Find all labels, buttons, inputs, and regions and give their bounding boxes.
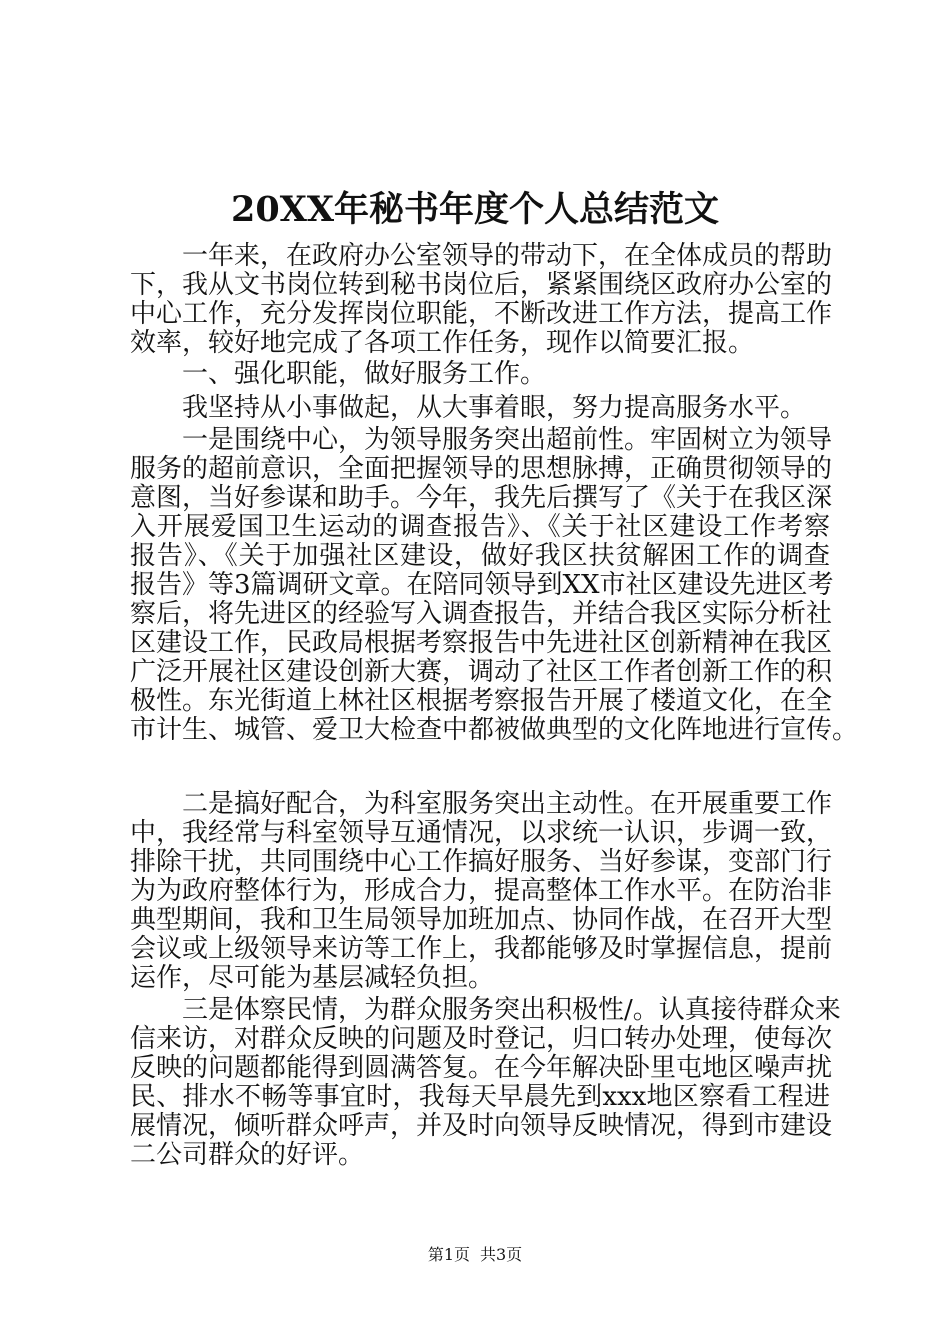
text-line: 意图，当好参谋和助手。今年，我先后撰写了《关于在我区深 bbox=[130, 483, 833, 513]
text-line: 中心工作，充分发挥岗位职能，不断改进工作方法，提高工作 bbox=[130, 299, 833, 329]
text-line: 报告》、《关于加强社区建设，做好我区扶贫解困工作的调查 bbox=[130, 541, 830, 571]
text-line: 服务的超前意识，全面把握领导的思想脉搏，正确贯彻领导的 bbox=[130, 454, 833, 484]
text-line: 极性。东光街道上林社区根据考察报告开展了楼道文化，在全 bbox=[130, 686, 833, 716]
text-line: 民、排水不畅等事宜时，我每天早晨先到xxx地区察看工程进 bbox=[130, 1082, 830, 1112]
text-line: 反映的问题都能得到圆满答复。在今年解决卧里屯地区噪声扰 bbox=[130, 1053, 833, 1083]
document-title: 20XX年秘书年度个人总结范文 bbox=[230, 189, 720, 230]
page-number: 第1页 bbox=[427, 1245, 470, 1264]
text-line: 一是围绕中心，为领导服务突出超前性。牢固树立为领导 bbox=[182, 425, 833, 455]
text-line: 为为政府整体行为，形成合力，提高整体工作水平。在防治非 bbox=[130, 876, 833, 906]
text-line: 中，我经常与科室领导互通情况，以求统一认识，步调一致， bbox=[130, 818, 833, 848]
text-line: 广泛开展社区建设创新大赛，调动了社区工作者创新工作的积 bbox=[130, 657, 833, 687]
page-total: 共3页 bbox=[480, 1245, 523, 1264]
text-line: 报告》等3篇调研文章。在陪同领导到XX市社区建设先进区考 bbox=[130, 570, 834, 600]
text-line: 效率，较好地完成了各项工作任务，现作以简要汇报。 bbox=[130, 328, 755, 358]
text-line: 市计生、城管、爱卫大检查中都被做典型的文化阵地进行宣传。 bbox=[130, 715, 859, 745]
text-line: 下，我从文书岗位转到秘书岗位后，紧紧围绕区政府办公室的 bbox=[130, 270, 833, 300]
text-line: 入开展爱国卫生运动的调查报告》、《关于社区建设工作考察 bbox=[130, 512, 830, 542]
page-footer bbox=[0, 1244, 950, 1266]
text-line: 信来访，对群众反映的问题及时登记，归口转办处理，使每次 bbox=[130, 1024, 833, 1054]
text-line: 二公司群众的好评。 bbox=[130, 1140, 365, 1170]
text-line: 察后，将先进区的经验写入调查报告，并结合我区实际分析社 bbox=[130, 599, 833, 629]
text-line: 我坚持从小事做起，从大事着眼，努力提高服务水平。 bbox=[182, 393, 807, 423]
text-line: 展情况，倾听群众呼声，并及时向领导反映情况，得到市建设 bbox=[130, 1111, 833, 1141]
text-line: 二是搞好配合，为科室服务突出主动性。在开展重要工作 bbox=[182, 789, 833, 819]
text-line: 运作，尽可能为基层减轻负担。 bbox=[130, 963, 495, 993]
text-line: 典型期间，我和卫生局领导加班加点、协同作战，在召开大型 bbox=[130, 905, 833, 935]
section-heading: 一、强化职能，做好服务工作。 bbox=[182, 359, 547, 389]
text-line: 一年来，在政府办公室领导的带动下，在全体成员的帮助 bbox=[182, 241, 833, 271]
text-line: 排除干扰，共同围绕中心工作搞好服务、当好参谋，变部门行 bbox=[130, 847, 833, 877]
text-line: 会议或上级领导来访等工作上，我都能够及时掌握信息，提前 bbox=[130, 934, 833, 964]
text-line: 三是体察民情，为群众服务突出积极性/。认真接待群众来 bbox=[182, 995, 841, 1025]
text-line: 区建设工作，民政局根据考察报告中先进社区创新精神在我区 bbox=[130, 628, 833, 658]
